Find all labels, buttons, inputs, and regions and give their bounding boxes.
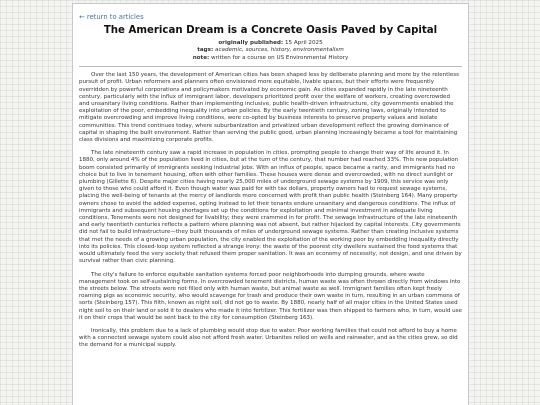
article-title: The American Dream is a Concrete Oasis Paved by Capital [103,25,438,36]
published-date: 15 April 2025 [284,40,323,46]
note-label: note: [192,54,210,61]
tags-line [79,47,462,54]
published-line [79,40,462,47]
back-to-articles-link[interactable]: ← return to articles [79,13,144,21]
article-page [72,3,469,405]
body-paragraph: The late nineteenth century saw a rapid increase in population in cities, prompting people to change their way of life around it. In 1880, only around 4% of the population lived in cities, but at the turn of the century, that number had reached 33%. This new population boom consisted primarily of immigrants seeking industrial jobs. With an influx of people, space became a rarity, and immigrants had no choice but to live in tenement housing, often with other families. These houses were dense and overcrowded, with no direct sunlight or plumbing (Gillette 6). Despite major cities having nearly 25,000 miles of underground sewage systems by 1909, this service was only given to those who could afford it. Even though water was paid for with tax dollars, property owners had to request sewage systems, placing the well-being of tenants at the mercy of landlords more concerned with profit than public health (Steinberg 164). Many property owners chose to avoid the added expense, opting instead to let their tenants endure unsanitary and dangerous conditions. The influx of immigrants and subsequent housing shortages set up the conditions for exploitation and minimal investment in adequate living conditions. Tenements were not designed for livability; they were crammed in for profit. The sewage infrastructure of the late nineteenth and early twentieth centuries reflects a pattern where planning was not absent, but rather hijacked by capital interests. City governments did not fail to build infrastructure—they built thousands of miles of underground sewage systems. Rather than creating inclusive systems that met the needs of a growing urban population, the city enabled the exploitation of the working poor by embedding inequality directly into its policies. This closed-loop system reflected a strange irony: the waste of the poorest city dwellers sustained the food systems that would ultimately feed the very society that refused them proper sanitation. It was an economy of necessity, not design, and one driven by survival rather than civic planning. [79,150,462,265]
article-meta [79,40,462,62]
note-text: written for a course on US Environmental History [211,54,349,61]
body-paragraph: Over the last 150 years, the development of American cities has been shaped less by deliberate planning and more by the relentless pursuit of profit. Urban reformers and planners often envisioned more equitable, livable spaces, but their efforts were frequently overridden by powerful corporations and policymakers motivated by economic gain. As cities expanded rapidly in the late nineteenth century, particularly with the influx of immigrant labor, developers prioritized profit over the welfare of workers, creating overcrowded and unsanitary living conditions. Rather than implementing inclusive, public health-driven infrastructure, city governments enabled the exploitation of the poor, embedding inequality into urban policies. By the early twentieth century, zoning laws, originally intended to mitigate overcrowding and improve living conditions, were co-opted by business interests to preserve property values and isolate communities. This trend continues today, where suburbanization and privatized urban development reflect the growing dominance of capital in shaping the built environment. Rather than serving the public good, urban planning increasingly became a tool for maintaining class divisions and maximizing corporate profits. [79,72,459,144]
body-paragraph: The city's failure to enforce equitable sanitation systems forced poor neighborhoods into dumping grounds, where waste management took on self-sustaining forms. In overcrowded tenement districts, human waste was often thrown directly from windows into the streets below. The streets were not filled only with human waste, but animal waste as well. Immigrant families often kept freely roaming pigs as economic security, who would scavenge for trash and produce their own waste in turn, resulting in an urban commons of sorts (Steinberg 157). This filth, known as night soil, did not go to waste. By 1880, nearly half of all major cities in the United States used night soil to on their land or sold it to dealers who made it into fertilizer. This fertilizer was then shipped to farmers who, in turn, would use it on their crops that would be sent back to the city for consumption (Steinberg 163). [79,271,462,321]
article-body [79,72,462,349]
divider [79,66,462,67]
tags-label: tags: [197,47,214,54]
note-line [79,55,462,62]
published-label: originally published: [218,40,284,46]
tags-list: academic, sources, history, environmentalism [215,47,344,54]
body-paragraph: Ironically, this problem due to a lack of plumbing would stop due to water. Poor working families that could not afford to buy a home with a connected sewage system could also not afford fresh water. Urbanites relied on wells and rainwater, and as the cities grew, so did the demand for a municipal supply. [79,327,458,349]
